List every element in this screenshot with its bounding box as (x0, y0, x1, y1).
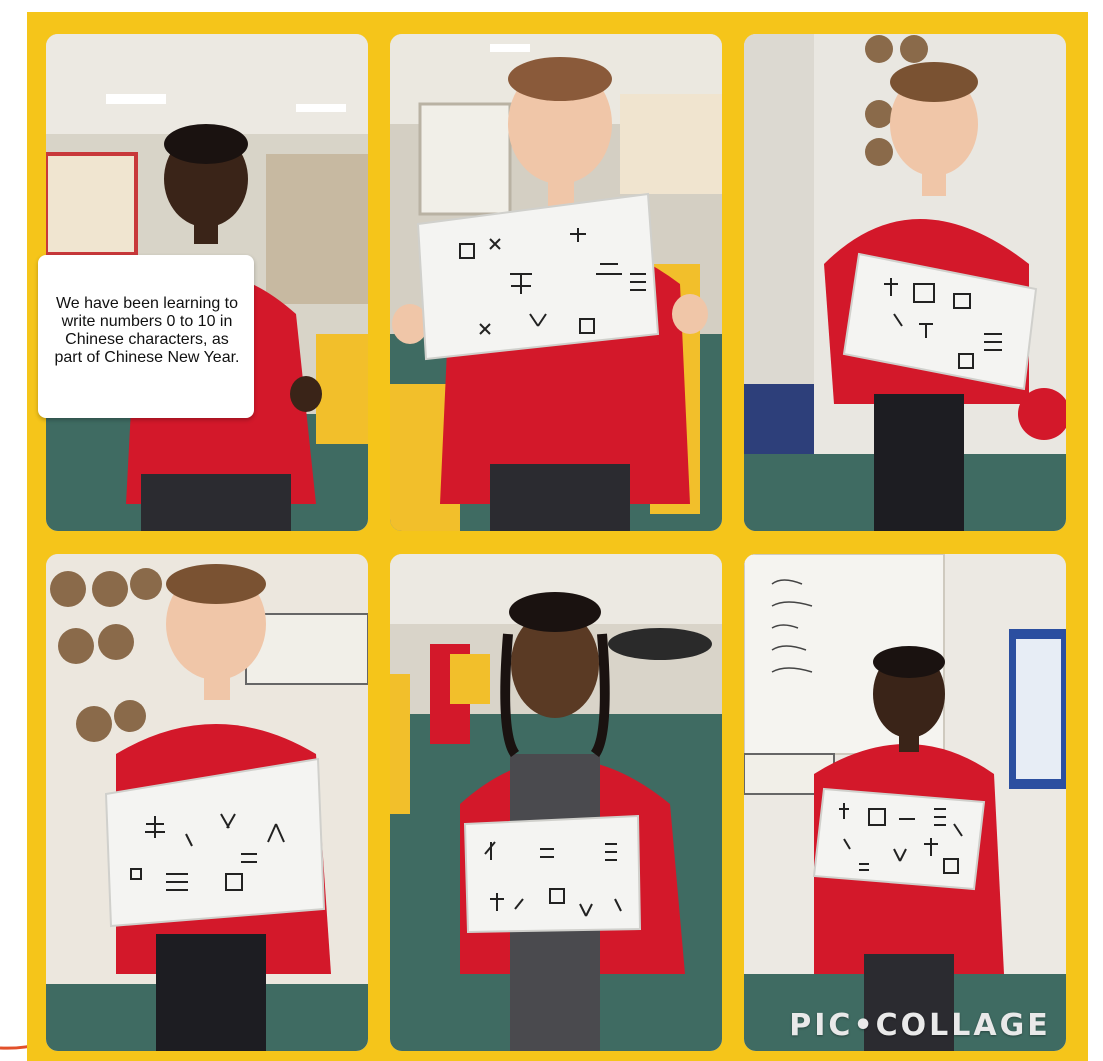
classroom-photo (390, 554, 722, 1051)
collage-photo-2 (390, 34, 722, 531)
collage-photo-4 (46, 554, 368, 1051)
classroom-photo (744, 34, 1066, 531)
collage-photo-6 (744, 554, 1066, 1051)
classroom-photo (744, 554, 1066, 1051)
collage-photo-5 (390, 554, 722, 1051)
collage-caption: We have been learning to write numbers 0 to 10 in Chinese characters, as part of Chinese New Year. (54, 295, 240, 366)
classroom-photo (390, 34, 722, 531)
photo-collage (27, 12, 1088, 1061)
piccollage-watermark: PIC•COLLAGE (789, 1007, 1051, 1043)
collage-photo-3 (744, 34, 1066, 531)
classroom-photo (46, 554, 368, 1051)
